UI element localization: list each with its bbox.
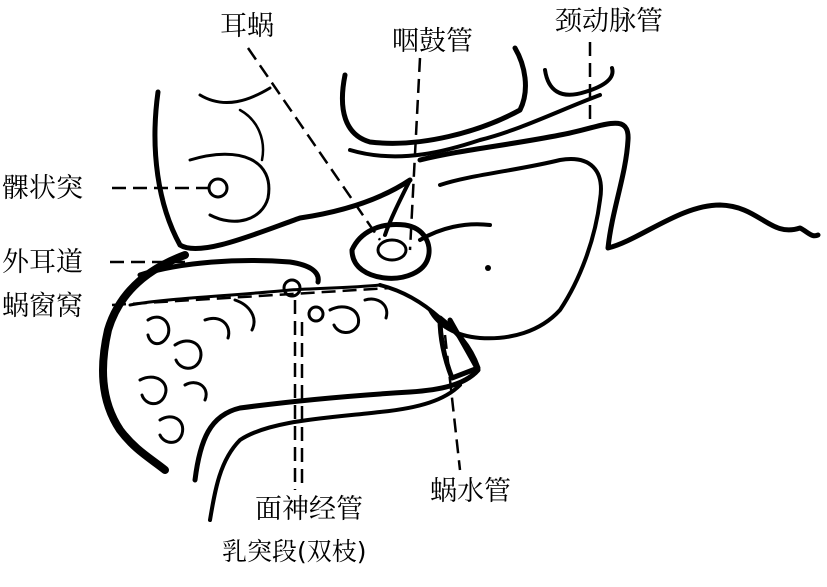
inner-ear-dot xyxy=(485,265,491,271)
mastoid-cell-9 xyxy=(185,383,206,400)
label-carotid-canal: 颈动脉管 xyxy=(555,6,663,37)
leader-cochlea xyxy=(248,48,380,240)
anatomy-drawing xyxy=(103,48,818,520)
mastoid-cell-8 xyxy=(365,299,387,318)
cochlea-outline xyxy=(352,224,429,278)
facial-canal-lower xyxy=(309,307,323,321)
condyle-detail xyxy=(240,110,263,160)
label-round-window-niche: 蜗窗窝 xyxy=(2,291,83,322)
label-eustachian-tube: 咽鼓管 xyxy=(392,26,473,57)
eustachian-outer xyxy=(342,48,525,143)
label-condyle: 髁状突 xyxy=(2,173,83,204)
condyle-center xyxy=(209,179,227,197)
condyle-top-curve xyxy=(200,88,270,103)
mastoid-cell-7 xyxy=(330,307,359,333)
ear-canal-outer-wall xyxy=(103,255,185,470)
mastoid-cell-4 xyxy=(205,318,229,338)
mastoid-cell-3 xyxy=(140,377,166,404)
cochlea-extension xyxy=(420,224,490,240)
label-cochlea: 耳蜗 xyxy=(220,11,274,42)
labels xyxy=(2,6,663,566)
label-external-auditory-canal: 外耳道 xyxy=(2,247,83,278)
label-cochlear-aqueduct: 蜗水管 xyxy=(430,476,511,507)
carotid-inner xyxy=(430,159,601,338)
mastoid-cell-2 xyxy=(175,341,201,368)
mastoid-cell-5 xyxy=(160,417,183,443)
cochlea-inner xyxy=(378,240,406,260)
condyle-outline xyxy=(155,92,410,249)
eustachian-neck xyxy=(545,68,613,95)
label-facial-canal-line1: 面神经管 xyxy=(255,494,363,525)
mastoid-cell-6 xyxy=(235,300,254,330)
mastoid-cell-1 xyxy=(148,317,169,344)
label-facial-canal-line2: 乳突段(双枝) xyxy=(222,537,367,566)
